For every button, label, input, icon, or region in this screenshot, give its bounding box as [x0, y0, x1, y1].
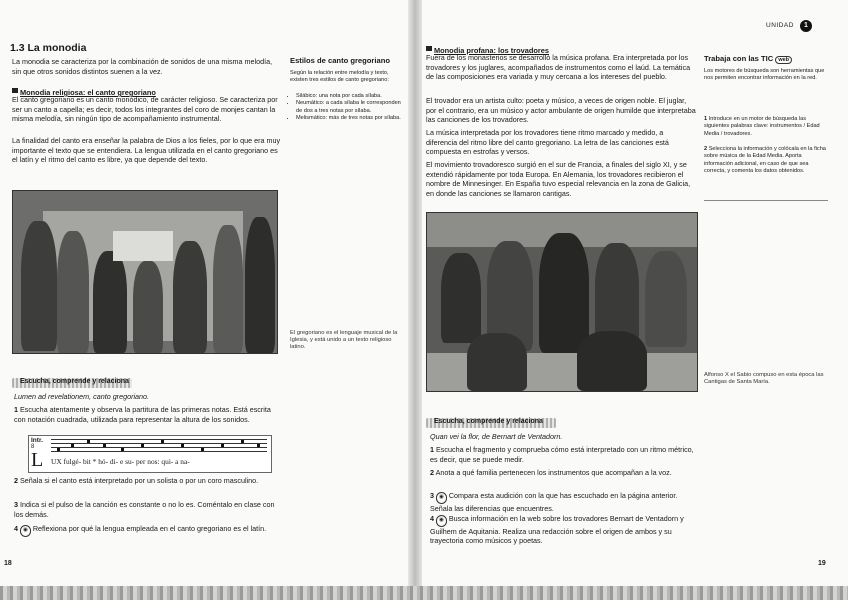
section-marker-icon [12, 88, 18, 93]
section-marker-icon [426, 46, 432, 51]
activity-number: 2 [430, 468, 434, 477]
score-mode: 8 [31, 444, 35, 450]
tic-item-1 [704, 116, 828, 138]
activity-number: 4 [430, 514, 434, 523]
activity-item-2 [14, 476, 276, 486]
sidebar-title: Estilos de canto gregoriano [290, 56, 391, 65]
sidebar-item: • Neumático: a cada sílaba le corresponden de dos a tres notas por sílaba. [296, 100, 406, 115]
web-search-icon: ◉ [436, 515, 447, 527]
illustration-caption: Alfonso X el Sabio compuso en esta época las Cantigas de Santa María. [704, 372, 824, 386]
sidebar-item: • Silábico: una nota por cada sílaba. [296, 93, 406, 100]
activity-text: Reflexiona por qué la lengua empleada en el canto gregoriano es el latín. [32, 524, 267, 533]
tic-text: Introduce en un motor de búsqueda las siguientes palabras clave: instrumentos / Edad Media / trovadores. [704, 116, 820, 137]
activity-text: Indica si el pulso de la canción es constante o no lo es. Coméntalo en clase con los demás. [14, 500, 275, 519]
activity-number: 2 [14, 476, 18, 485]
troubadours-illustration [426, 212, 698, 392]
activity-number: 3 [430, 491, 434, 500]
page-number: 18 [4, 560, 12, 567]
score-initial: L [31, 449, 44, 471]
section-heading: 1.3 La monodia [10, 42, 87, 54]
intro-paragraph: La monodia se caracteriza por la combinación de sonidos de una misma melodía, sin que otros sonidos distintos suenen a la vez. [12, 57, 273, 76]
tic-number: 1 [704, 116, 708, 122]
right-page [414, 0, 848, 588]
activity-subtitle: Quan vei la flor, de Bernart de Ventadorn. [430, 432, 563, 441]
activity-text: Escucha el fragmento y comprueba cómo está interpretado con un ritmo métrico, es decir, que se puede medir. [430, 445, 694, 464]
sidebar-intro: Según la relación entre melodía y texto, existen tres estilos de canto gregoriano: [290, 70, 389, 84]
activity-title: Escucha, comprende y relaciona [434, 418, 543, 425]
tic-text: Selecciona la información y colócala en la ficha sobre música de la Edad Media. Aporta información adicional, en caso de que sea correcta, y comenta los datos obtenidos. [704, 146, 826, 175]
activity-title: Escucha, comprende y relaciona [20, 378, 129, 385]
tic-number: 2 [704, 146, 708, 152]
activity-item-4 [14, 524, 276, 537]
profane-paragraph-1: Fuera de los monasterios se desarrolló la música profana. Era interpretada por los trovadores y los juglares, acompañados de instrumentos como el laúd. La temática de las composiciones era variada y muy cercana a los intereses del pueblo. [426, 53, 691, 82]
monks-choir-illustration [12, 190, 278, 354]
activity-text: Compara esta audición con la que has escuchado en la página anterior. Señala las diferencias que encuentres. [430, 491, 678, 513]
web-icon: web [775, 56, 792, 64]
activity-number: 1 [14, 405, 18, 414]
book-gutter [408, 0, 422, 600]
profane-heading: Monodia profana: los trovadores [434, 46, 549, 55]
score-label: Intr. [31, 437, 43, 444]
activity-item-2 [430, 468, 696, 478]
reflect-icon: ◉ [20, 525, 31, 537]
activity-text: Señala si el canto está interpretado por un solista o por un coro masculino. [20, 476, 259, 485]
activity-item-3 [430, 491, 696, 513]
activity-number: 4 [14, 524, 18, 533]
sidebar-divider [704, 200, 828, 201]
religious-heading: Monodia religiosa: el canto gregoriano [20, 88, 156, 97]
tic-intro: Los motores de búsqueda son herramientas que nos permiten encontrar información en la red. [704, 68, 825, 82]
religious-paragraph-1: El canto gregoriano es un canto monódico, de carácter religioso. Se caracteriza por ser un canto a capella; es decir, todos los integrantes del coro de monjes cantan la misma melodía, sin ningún tipo de acompañamiento instrumental. [12, 95, 278, 124]
unit-number-badge: 1 [800, 20, 812, 32]
score-lyrics: UX fulgé- bit * hó- di- e su- per nos: qui- a na- [51, 457, 190, 466]
activity-text: Anota a qué familia pertenecen los instrumentos que acompañan a la voz. [435, 468, 672, 477]
profane-paragraph-4: El movimiento trovadoresco surgió en el sur de Francia, a finales del siglo XI, y se extendió rápidamente por toda Europa. En Alemania, los trovadores recibieron el nombre de Minnesinger. En España tuvo especial relevancia en la zona de Galicia, en donde las canciones se llamaron cantigas. [426, 160, 691, 198]
compare-icon: ◉ [436, 492, 447, 504]
activity-subtitle: Lumen ad revelationem, canto gregoriano. [14, 392, 150, 401]
score-staff [51, 439, 267, 453]
activity-item-1 [430, 445, 696, 464]
tic-title-row [704, 54, 834, 64]
illustration-caption: El gregoriano es el lenguaje musical de la Iglesia, y está unido a un texto religioso latino. [290, 330, 398, 351]
sidebar-list [290, 93, 406, 123]
page-edges [0, 586, 848, 600]
activity-number: 3 [14, 500, 18, 509]
activity-item-4 [430, 514, 696, 546]
gregorian-score [28, 435, 272, 473]
activity-text: Escucha atentamente y observa la partitura de las primeras notas. Está escrita con notación cuadrada, utilizada para representar la altura de los sonidos. [14, 405, 271, 424]
unit-label: UNIDAD [766, 22, 794, 29]
tic-item-2 [704, 146, 828, 176]
activity-item-1 [14, 405, 276, 424]
activity-text: Busca información en la web sobre los trovadores Bernart de Ventadorn y Guilhem de Aquitania. Realiza una redacción sobre el origen de ambos y su trayectoria como músicos y poetas. [430, 514, 684, 546]
religious-paragraph-2: La finalidad del canto era enseñar la palabra de Dios a los fieles, por lo que era muy importante el texto que se entendiera. La lengua utilizada en el canto gregoriano es el latín y el ritmo del canto es libre, ya que depende del texto. [12, 136, 281, 165]
tic-title: Trabaja con las TIC [704, 54, 774, 63]
profane-paragraph-2: El trovador era un artista culto: poeta y músico, a veces de origen noble. El juglar, por el contrario, era un músico y actor ambulante de origen humilde que interpretaba las canciones de los trovadores. [426, 96, 696, 125]
page-number: 19 [818, 560, 826, 567]
activity-number: 1 [430, 445, 434, 454]
activity-item-3 [14, 500, 276, 519]
profane-paragraph-3: La música interpretada por los trovadores tiene ritmo marcado y medido, a diferencia del ritmo libre del canto gregoriano. La letra de las canciones está compuesta en estrofas y versos. [426, 128, 669, 157]
sidebar-item: • Melismático: más de tres notas por sílaba. [296, 115, 406, 122]
left-page [0, 0, 414, 588]
